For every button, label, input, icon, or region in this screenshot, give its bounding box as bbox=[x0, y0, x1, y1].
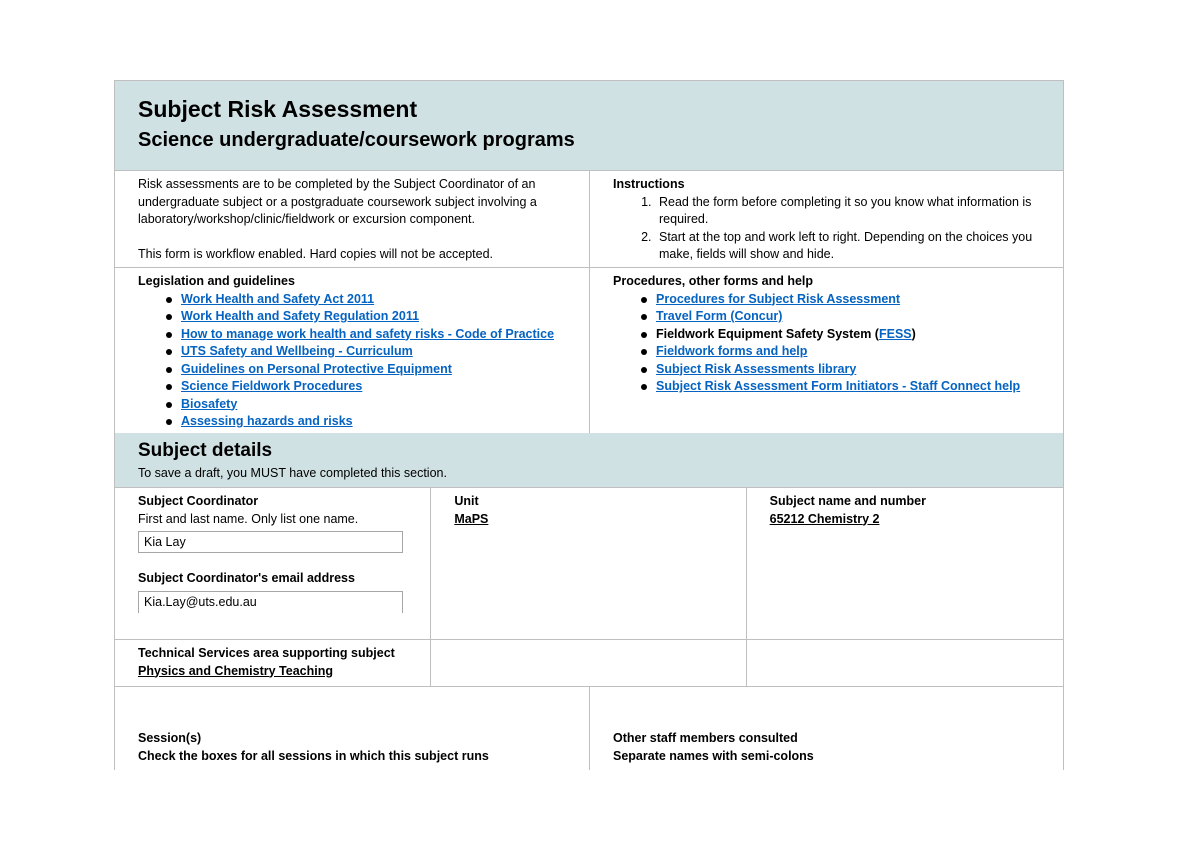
sessions-label: Session(s) bbox=[138, 731, 202, 745]
legislation-item bbox=[181, 343, 579, 361]
unit-value[interactable]: MaPS bbox=[454, 511, 489, 526]
risk-assessment-form bbox=[114, 80, 1064, 770]
procedures-list bbox=[613, 291, 1053, 396]
legislation-list bbox=[138, 291, 579, 431]
procedures-link-fieldwork-forms[interactable]: Fieldwork forms and help bbox=[656, 344, 808, 358]
intro-cell bbox=[115, 171, 589, 267]
legislation-link-hazards[interactable]: Assessing hazards and risks bbox=[181, 414, 353, 428]
legislation-item bbox=[181, 326, 579, 344]
subject-name-label: Subject name and number bbox=[769, 494, 926, 508]
procedures-link-fess[interactable]: FESS bbox=[878, 326, 912, 341]
procedures-cell bbox=[589, 268, 1063, 433]
unit-cell bbox=[430, 488, 745, 639]
technical-cell bbox=[115, 640, 430, 686]
legislation-item bbox=[181, 308, 579, 326]
sessions-cell bbox=[115, 687, 589, 770]
sessions-row bbox=[115, 687, 1063, 770]
technical-row bbox=[115, 640, 1063, 687]
links-row bbox=[115, 268, 1063, 433]
coordinator-name-input[interactable] bbox=[138, 531, 403, 553]
subject-details-heading: Subject details bbox=[138, 440, 273, 461]
procedures-item bbox=[656, 361, 1053, 379]
form-subtitle: Science undergraduate/coursework programs bbox=[138, 129, 575, 151]
legislation-item bbox=[181, 413, 579, 431]
instructions-heading: Instructions bbox=[613, 177, 685, 191]
instruction-step: 2. Start at the top and work left to right. Depending on the choices you make, fields will show and hide. bbox=[655, 229, 1053, 264]
procedures-heading: Procedures, other forms and help bbox=[613, 274, 814, 288]
procedures-item bbox=[656, 291, 1053, 309]
procedures-link-staff-connect[interactable]: Subject Risk Assessment Form Initiators - Staff Connect help bbox=[656, 379, 1021, 393]
legislation-item bbox=[181, 361, 579, 379]
technical-label: Technical Services area supporting subject bbox=[138, 646, 395, 660]
legislation-link-whs-act[interactable]: Work Health and Safety Act 2011 bbox=[181, 291, 375, 306]
subject-details-row bbox=[115, 488, 1063, 640]
other-staff-label: Other staff members consulted bbox=[613, 731, 798, 745]
procedures-item bbox=[656, 326, 1053, 344]
technical-empty-cell bbox=[746, 640, 1063, 686]
technical-empty-cell bbox=[430, 640, 745, 686]
workflow-note: This form is workflow enabled. Hard copies will not be accepted. bbox=[138, 246, 494, 261]
legislation-link-ppe[interactable]: Guidelines on Personal Protective Equipment bbox=[181, 361, 452, 376]
procedures-link-travel[interactable]: Travel Form (Concur) bbox=[656, 309, 783, 323]
legislation-cell bbox=[115, 268, 589, 433]
sessions-hint: Check the boxes for all sessions in which this subject runs bbox=[138, 748, 489, 763]
intro-row bbox=[115, 171, 1063, 268]
coordinator-cell bbox=[115, 488, 430, 639]
subject-details-note: To save a draft, you MUST have completed this section. bbox=[138, 466, 447, 480]
legislation-link-whs-regulation[interactable]: Work Health and Safety Regulation 2011 bbox=[181, 309, 420, 323]
coordinator-label: Subject Coordinator bbox=[138, 494, 259, 508]
subject-details-band bbox=[115, 433, 1063, 488]
form-title: Subject Risk Assessment bbox=[138, 96, 418, 122]
coordinator-hint: First and last name. Only list one name. bbox=[138, 511, 359, 526]
instructions-cell bbox=[589, 171, 1063, 267]
legislation-link-biosafety[interactable]: Biosafety bbox=[181, 396, 238, 411]
legislation-item bbox=[181, 396, 579, 414]
legislation-item bbox=[181, 291, 579, 309]
technical-value[interactable]: Physics and Chemistry Teaching bbox=[138, 663, 333, 678]
coordinator-email-input[interactable] bbox=[138, 591, 403, 613]
other-staff-cell bbox=[589, 687, 1063, 770]
form-header bbox=[115, 81, 1063, 171]
legislation-link-fieldwork[interactable]: Science Fieldwork Procedures bbox=[181, 379, 363, 393]
procedures-item bbox=[656, 343, 1053, 361]
instruction-step: 1. Read the form before completing it so you know what information is required. bbox=[655, 194, 1053, 229]
intro-paragraph: Risk assessments are to be completed by the Subject Coordinator of an undergraduate subject or a postgraduate coursework subject involving a laboratory/workshop/clinic/fieldwork or excursion component. bbox=[138, 177, 537, 226]
legislation-link-code-of-practice[interactable]: How to manage work health and safety risks - Code of Practice bbox=[181, 326, 555, 341]
procedures-link-library[interactable]: Subject Risk Assessments library bbox=[656, 361, 857, 376]
legislation-heading: Legislation and guidelines bbox=[138, 274, 295, 288]
unit-label: Unit bbox=[454, 494, 479, 508]
procedures-link-sra[interactable]: Procedures for Subject Risk Assessment bbox=[656, 291, 901, 306]
other-staff-hint: Separate names with semi-colons bbox=[613, 748, 814, 763]
fess-prefix: Fieldwork Equipment Safety System ( bbox=[656, 326, 879, 341]
legislation-link-curriculum[interactable]: UTS Safety and Wellbeing - Curriculum bbox=[181, 344, 413, 358]
procedures-item bbox=[656, 308, 1053, 326]
procedures-item bbox=[656, 378, 1053, 396]
legislation-item bbox=[181, 378, 579, 396]
subject-name-cell bbox=[746, 488, 1063, 639]
fess-suffix: ) bbox=[911, 326, 916, 341]
subject-name-value[interactable]: 65212 Chemistry 2 bbox=[769, 511, 880, 526]
email-label: Subject Coordinator's email address bbox=[138, 571, 355, 585]
instructions-list bbox=[613, 194, 1053, 264]
